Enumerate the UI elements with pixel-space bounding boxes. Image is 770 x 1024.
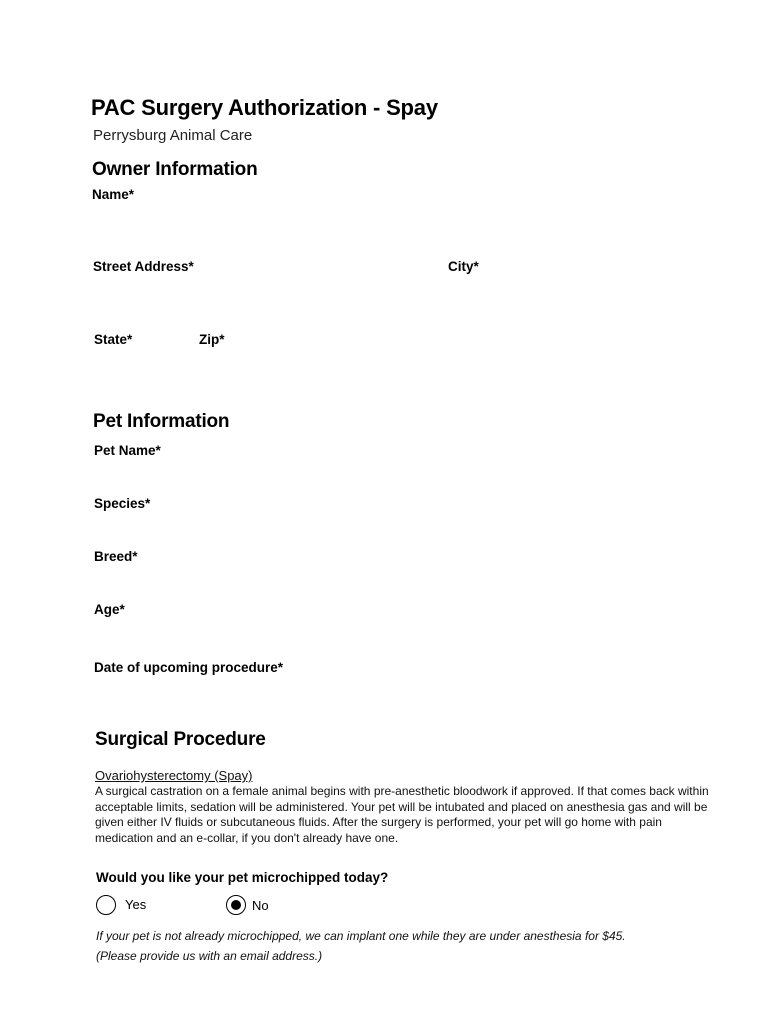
pet-information-heading: Pet Information — [93, 411, 230, 432]
owner-information-heading: Owner Information — [92, 159, 258, 180]
surgical-procedure-heading: Surgical Procedure — [95, 729, 266, 750]
breed-label: Breed* — [94, 549, 138, 564]
email-request-note: (Please provide us with an email address.) — [96, 949, 323, 963]
street-address-label: Street Address* — [93, 259, 194, 274]
species-label: Species* — [94, 496, 151, 511]
microchip-no-label[interactable]: No — [252, 898, 269, 913]
microchip-question: Would you like your pet microchipped today? — [96, 870, 389, 885]
city-label: City* — [448, 259, 479, 274]
microchip-no-radio[interactable] — [226, 895, 246, 915]
owner-name-label: Name* — [92, 187, 135, 202]
pet-name-label: Pet Name* — [94, 443, 161, 458]
radio-selected-dot — [231, 900, 241, 910]
procedure-description: A surgical castration on a female animal begins with pre-anesthetic bloodwork if approved. If that comes back within acceptable limits, sedation will be administered. Your pet will be intubated and placed on anesthesia gas and will be given either IV fluids or subcutaneous fluids. After the surgery is performed, your pet will go home with pain medication and an e-collar, if you don't already have one. — [95, 784, 709, 845]
age-label: Age* — [94, 602, 125, 617]
microchip-yes-label[interactable]: Yes — [125, 897, 147, 912]
organization-name: Perrysburg Animal Care — [93, 127, 253, 144]
microchip-note: If your pet is not already microchipped, we can implant one while they are under anesthesia for $45. — [96, 929, 626, 943]
microchip-yes-radio[interactable] — [96, 895, 116, 915]
zip-label: Zip* — [199, 332, 225, 347]
procedure-date-label: Date of upcoming procedure* — [94, 660, 284, 675]
page-title: PAC Surgery Authorization - Spay — [91, 95, 438, 120]
procedure-name: Ovariohysterectomy (Spay) — [95, 768, 253, 783]
state-label: State* — [94, 332, 133, 347]
